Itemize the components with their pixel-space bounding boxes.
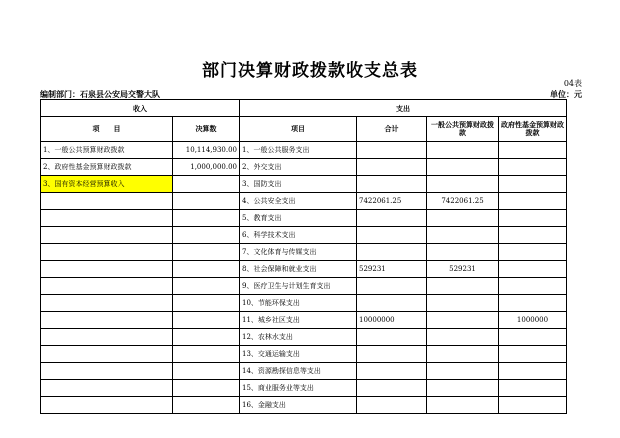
total-cell [357, 176, 427, 193]
total-cell [357, 210, 427, 227]
total-cell [357, 227, 427, 244]
income-item-cell [41, 380, 173, 397]
general-budget-cell [427, 227, 499, 244]
income-item-cell: 3、国有资本经营预算收入 [41, 176, 173, 193]
table-row [41, 261, 567, 278]
total-cell [357, 278, 427, 295]
general-budget-cell [427, 312, 499, 329]
total-cell [357, 397, 427, 414]
table-row [41, 397, 567, 414]
income-amount-cell [173, 312, 240, 329]
income-item-cell [41, 363, 173, 380]
income-item-cell: 2、政府性基金预算财政拨款 [41, 159, 173, 176]
fund-budget-cell [499, 278, 567, 295]
income-amount-cell [173, 397, 240, 414]
income-amount-cell [173, 210, 240, 227]
income-amount-cell [173, 295, 240, 312]
col-income-item: 项 目 [41, 117, 173, 142]
col-general-budget: 一般公共预算财政拨款 [427, 117, 499, 142]
general-budget-cell [427, 159, 499, 176]
fund-budget-cell [499, 142, 567, 159]
col-income-amount: 决算数 [173, 117, 240, 142]
income-item-cell [41, 261, 173, 278]
general-budget-cell: 7422061.25 [427, 193, 499, 210]
col-total: 合计 [357, 117, 427, 142]
income-header: 收入 [41, 100, 240, 117]
general-budget-cell [427, 380, 499, 397]
table-row [41, 159, 567, 176]
expense-item-cell: 12、农林水支出 [240, 329, 357, 346]
income-item-cell [41, 227, 173, 244]
expense-item-cell: 3、国防支出 [240, 176, 357, 193]
general-budget-cell [427, 295, 499, 312]
fund-budget-cell [499, 261, 567, 278]
fund-budget-cell: 1000000 [499, 312, 567, 329]
fund-budget-cell [499, 346, 567, 363]
expense-item-cell: 16、金融支出 [240, 397, 357, 414]
expense-item-cell: 6、科学技术支出 [240, 227, 357, 244]
fund-budget-cell [499, 244, 567, 261]
income-amount-cell [173, 363, 240, 380]
total-cell: 10000000 [357, 312, 427, 329]
expense-item-cell: 5、教育支出 [240, 210, 357, 227]
income-amount-cell [173, 380, 240, 397]
total-cell [357, 295, 427, 312]
fund-budget-cell [499, 295, 567, 312]
department-label: 编制部门：石泉县公安局交警大队 [40, 89, 160, 99]
table-row [41, 380, 567, 397]
general-budget-cell: 529231 [427, 261, 499, 278]
table-row [41, 142, 567, 159]
income-amount-cell [173, 244, 240, 261]
income-item-cell [41, 312, 173, 329]
col-fund-budget: 政府性基金预算财政拨款 [499, 117, 567, 142]
expense-item-cell: 11、城乡社区支出 [240, 312, 357, 329]
fund-budget-cell [499, 363, 567, 380]
table-row [41, 176, 567, 193]
general-budget-cell [427, 397, 499, 414]
table-row [41, 346, 567, 363]
table-row [41, 363, 567, 380]
income-item-cell [41, 244, 173, 261]
table-row [41, 329, 567, 346]
general-budget-cell [427, 363, 499, 380]
fund-budget-cell [499, 380, 567, 397]
col-expense-item: 项目 [240, 117, 357, 142]
income-item-cell [41, 346, 173, 363]
income-amount-cell [173, 227, 240, 244]
income-amount-cell [173, 346, 240, 363]
expense-item-cell: 7、文化体育与传媒支出 [240, 244, 357, 261]
total-cell [357, 244, 427, 261]
income-amount-cell: 1,000,000.00 [173, 159, 240, 176]
fund-budget-cell [499, 227, 567, 244]
income-item-cell [41, 193, 173, 210]
income-item-cell [41, 329, 173, 346]
total-cell [357, 346, 427, 363]
general-budget-cell [427, 244, 499, 261]
table-row [41, 295, 567, 312]
income-amount-cell: 10,114,930.00 [173, 142, 240, 159]
income-amount-cell [173, 278, 240, 295]
general-budget-cell [427, 278, 499, 295]
income-item-cell [41, 295, 173, 312]
table-row [41, 244, 567, 261]
total-cell [357, 142, 427, 159]
expense-item-cell: 13、交通运输支出 [240, 346, 357, 363]
table-code: 04表 [563, 79, 582, 88]
general-budget-cell [427, 329, 499, 346]
total-cell [357, 329, 427, 346]
income-item-cell [41, 278, 173, 295]
table-row [41, 193, 567, 210]
general-budget-cell [427, 346, 499, 363]
expense-item-cell: 15、商业服务业等支出 [240, 380, 357, 397]
budget-table [40, 99, 567, 414]
expense-item-cell: 8、社会保障和就业支出 [240, 261, 357, 278]
fund-budget-cell [499, 159, 567, 176]
table-row [41, 227, 567, 244]
page-title: 部门决算财政拨款收支总表 [202, 61, 418, 81]
total-cell: 7422061.25 [357, 193, 427, 210]
fund-budget-cell [499, 193, 567, 210]
income-amount-cell [173, 193, 240, 210]
table-row [41, 312, 567, 329]
expense-item-cell: 4、公共安全支出 [240, 193, 357, 210]
general-budget-cell [427, 210, 499, 227]
table-row [41, 278, 567, 295]
expense-item-cell: 9、医疗卫生与计划生育支出 [240, 278, 357, 295]
total-cell [357, 380, 427, 397]
total-cell [357, 159, 427, 176]
income-amount-cell [173, 329, 240, 346]
table-row [41, 210, 567, 227]
expense-item-cell: 1、一般公共服务支出 [240, 142, 357, 159]
income-item-cell: 1、一般公共预算财政拨款 [41, 142, 173, 159]
expense-item-cell: 2、外交支出 [240, 159, 357, 176]
expense-header: 支出 [240, 100, 567, 117]
fund-budget-cell [499, 210, 567, 227]
expense-item-cell: 10、节能环保支出 [240, 295, 357, 312]
total-cell: 529231 [357, 261, 427, 278]
income-amount-cell [173, 176, 240, 193]
income-item-cell [41, 397, 173, 414]
general-budget-cell [427, 176, 499, 193]
expense-item-cell: 14、资源勘探信息等支出 [240, 363, 357, 380]
general-budget-cell [427, 142, 499, 159]
unit-label: 单位：元 [550, 89, 582, 99]
fund-budget-cell [499, 397, 567, 414]
total-cell [357, 363, 427, 380]
income-amount-cell [173, 261, 240, 278]
fund-budget-cell [499, 176, 567, 193]
fund-budget-cell [499, 329, 567, 346]
income-item-cell [41, 210, 173, 227]
